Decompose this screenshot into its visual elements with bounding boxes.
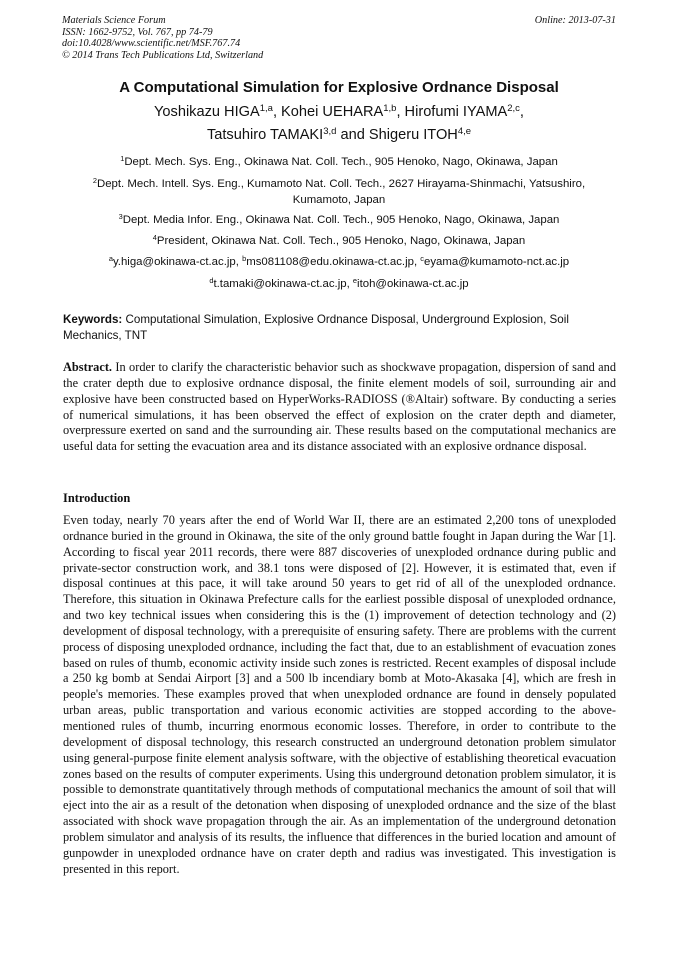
affiliation-text: President, Okinawa Nat. Coll. Tech., 905 Henoko, Nago, Okinawa, Japan [156,235,526,247]
journal-doi: doi:10.4028/www.scientific.net/MSF.767.74 [62,38,241,50]
author-line-2 [40,127,638,143]
email-mark: b [242,253,247,263]
author-affiliation-mark: 4,e [457,125,472,137]
author-name: Tatsuhiro TAMAKI [206,127,324,143]
author-line-1: Yoshikazu HIGA$^{1,a}$, Kohei UEHARA$^{1,b}$, Hirofumi IYAMA$^{2,c}$, [154,102,524,120]
author-affiliation-mark: 3,d [323,125,337,137]
author-affiliation-mark: 2,c [507,102,520,114]
author-name: Shigeru ITOH [368,127,458,143]
affiliation-text: Kumamoto, Japan [292,194,386,206]
abstract-text: In order to clarify the characteristic behavior such as shockwave propagation, dispersion of sand and the crater depth due to explosive ordnance disposal, the finite element models of soil, surrounding air and explosive have been constructed based on HyperWorks-RADIOSS (®Altair) software. By conducting a series of numerical simulations, it has been observed the effect of explosion on the crater depth and diameter, overpressure exerted on sand and the surrounding air. These results based on the computational mechanics are useful data for setting the evacuation area and its distance associated with an explosive ordnance disposal. [63,360,616,454]
email-address: eyama@kumamoto-nct.ac.jp [424,256,570,268]
keywords-label: Keywords: [63,313,123,326]
affiliation-2 [50,176,628,208]
author-conjunction: and [340,127,365,143]
author-name: Hirofumi IYAMA [404,104,508,120]
affiliation-3 [50,212,628,228]
email-line-2 [50,276,628,292]
keywords [63,312,617,344]
author-name: Yoshikazu HIGA [154,104,260,120]
abstract [63,360,616,455]
author-affiliation-mark: 1,b [383,102,397,114]
journal-copyright: © 2014 Trans Tech Publications Ltd, Switzerland [62,49,264,61]
email-mark: e [352,275,358,285]
affiliation-text: Dept. Media Infor. Eng., Okinawa Nat. Coll. Tech., 905 Henoko, Nago, Okinawa, Japan [122,214,560,226]
introduction-paragraph: Even today, nearly 70 years after the end of World War II, there are an estimated 2,200 tons of unexploded ordnance buried in the ground in Okinawa, the site of the only ground battle fought in Japan during the War [1]. According to fiscal year 2011 records, there were 887 discoveries of unexploded ordnance during public and private-sector construction work, and 38.1 tons were disposed of [2]. However, it is estimated that, even if disposal continues at this pace, it will take around 50 years to get rid of all of the unexploded ordnance. Therefore, this situation in Okinawa Prefecture calls for the earliest possible disposal of unexploded ordnance, and two key technical issues when considering this is the (1) improvement of detection technology and (2) development of disposal technology, with a prerequisite of ensuring safety. There are problems with the current process of disposing unexploded ordnance, including the fact that, due to an establishment of evacuation zones based on rules of thumb, economic activity inside such zones is restricted. Recent examples of disposal include a 250 kg bomb at Sendai Airport [3] and a 500 lb incendiary bomb at Moto-Akasaka [4], which are fresh in people's memories. These examples proved that when unexploded ordnance are found in densely populated urban areas, public transportation and various economic activities are stopped according to the above-mentioned rules of thumb, incurring enormous economic losses. Therefore, in order to contribute to the development of disposal technology, this research constructed an underground detonation problem simulator using general-purpose finite element analysis software, with the objective of establishing theoretical evacuation zones based on the results of computer experiments. Using this underground detonation problem simulator, it is possible to demonstrate quantitatively through methods of computational mechanics the amount of soil that will eject into the air as a result of the detonation when disposing of unexploded ordnance and the size of the blast associated with shock wave propagation through the air. As an implementation of the underground detonation problem simulator and analysis of its results, the influence that differences in the buried location and amount of gunpowder in unexploded ordnance have on crater depth and radius was investigated. This investigation is presented in this report. [63,513,616,876]
journal-header [62,15,616,61]
email-mark: c [420,253,424,263]
journal-issn: ISSN: 1662-9752, Vol. 767, pp 74-79 [62,26,213,38]
affiliation-1 [50,154,628,170]
email-address: y.higa@okinawa-ct.ac.jp, [112,256,239,268]
email-address: ms081108@edu.okinawa-ct.ac.jp, [246,256,418,268]
paper-title: A Computational Simulation for Explosive Ordnance Disposal [119,79,559,96]
email-address: t.tamaki@okinawa-ct.ac.jp, [213,278,350,290]
email-mark: d [209,275,214,285]
affiliation-4 [50,233,628,249]
affiliation-number: 3 [118,211,123,221]
affiliation-number: 2 [92,175,97,185]
section-heading: Introduction [63,491,131,505]
affiliation-number: 1 [120,153,125,163]
online-date: Online: 2013-07-31 [534,15,616,26]
journal-name: Materials Science Forum [62,15,166,26]
author-affiliation-mark: 1,a [259,102,273,114]
email-mark: a [108,253,113,263]
affiliation-text: Dept. Mech. Sys. Eng., Okinawa Nat. Coll. Tech., 905 Henoko, Nago, Okinawa, Japan [124,156,558,168]
affiliation-number: 4 [152,232,157,242]
abstract-label: Abstract. [63,360,113,374]
email-address: itoh@okinawa-ct.ac.jp [357,278,469,290]
keywords-text: Computational Simulation, Explosive Ordnance Disposal, Underground Explosion, Soil Mechanics, TNT [63,313,569,342]
author-name: Kohei UEHARA [281,104,384,120]
email-line-1 [50,254,628,270]
affiliation-text: Dept. Mech. Intell. Sys. Eng., Kumamoto Nat. Coll. Tech., 2627 Hirayama-Shinmachi, Yatsushiro, [97,178,586,190]
